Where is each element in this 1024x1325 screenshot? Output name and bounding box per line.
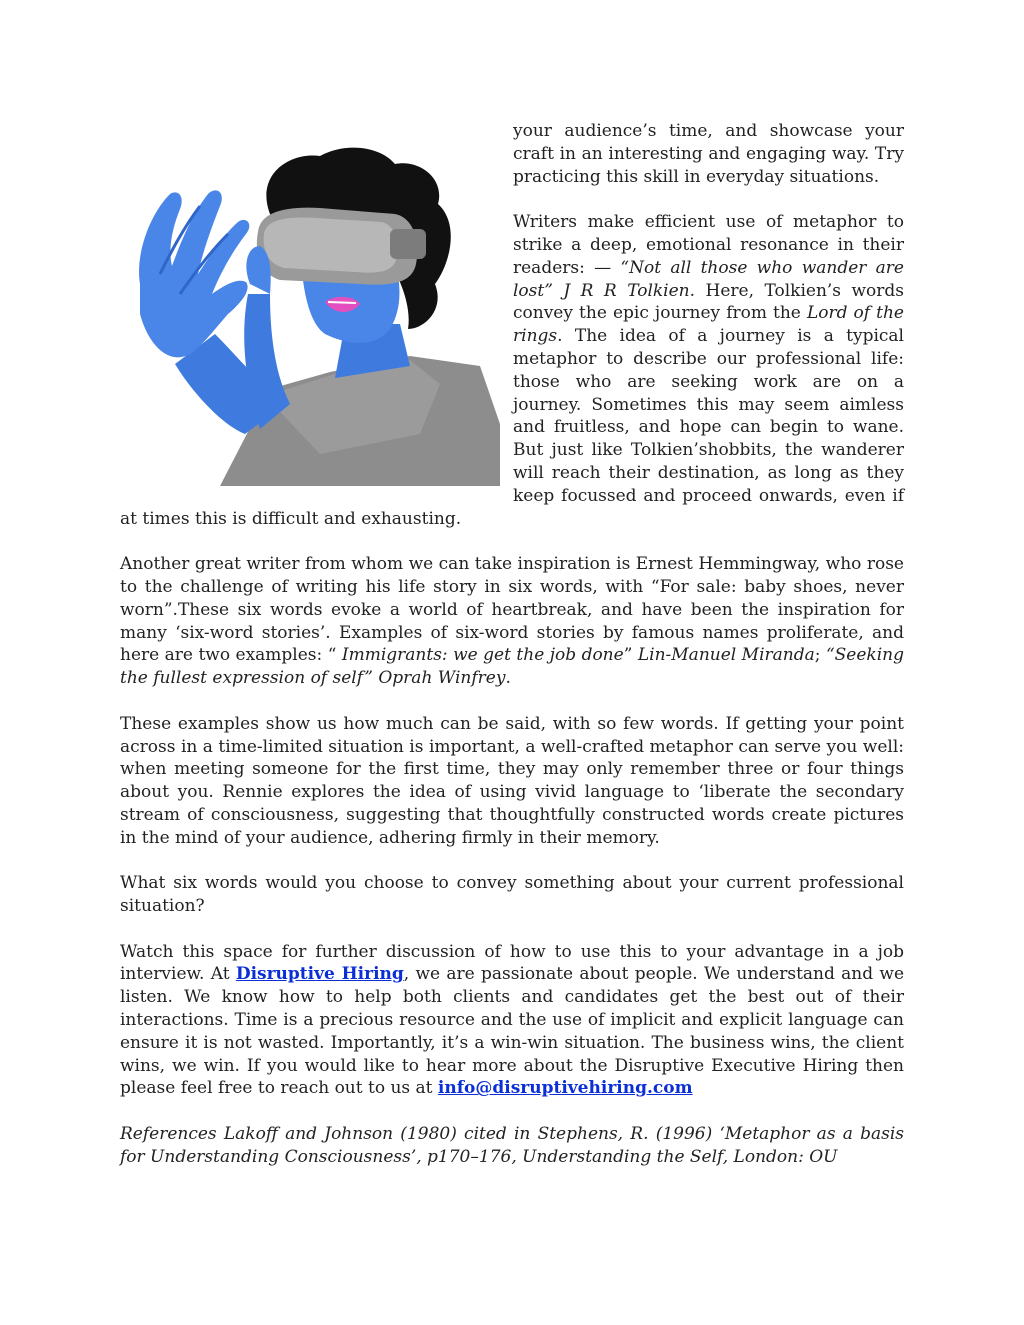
paragraph-text: Watch this space for further discussion of how to use this to your advantage in a job interview. At <box>120 941 904 985</box>
vr-headset-illustration-icon <box>120 134 505 486</box>
paragraph-text: ; <box>814 645 826 666</box>
winfrey-quote: “Seeking the fullest expression of self” Oprah Winfrey <box>120 645 904 689</box>
tolkien-quote: “Not all those who wander are lost” J R R Tolkien. <box>513 257 904 301</box>
book-title: Lord of the rings <box>513 303 904 347</box>
paragraph-text: Another great writer from whom we can take inspiration is Ernest Hemmingway, who rose to the challenge of writing his life story in six words, with “For sale: baby shoes, never worn”.These six words evoke a world of heartbreak, and have been the inspiration for many ‘six-word stories’. Examples of six-word stories by famous names proliferate, and here are two examples: “ <box>120 554 904 666</box>
paragraph-text: . The idea of a journey is a typical metaphor to describe our professional life: those who are seeking work are on a journey. Sometimes this may seem aimless and fruitless, and hope can begin to wane. But just like Tolkien’shobbits, the wanderer will reach their destination, as long as they keep focussed and proceed onwards, even if at times this is difficult and exhausting. <box>120 326 904 529</box>
paragraph-question <box>120 872 904 918</box>
paragraph-text: These examples show us how much can be said, with so few words. If getting your point across in a time-limited situation is important, a well-crafted metaphor can serve you well: when meeting someone for the first time, they may only remember three or four things about you. Rennie explores the idea of using vivid language to ‘liberate the secondary stream of consciousness, suggesting that thoughtfully constructed words create pictures in the mind of your audience, adhering firmly in their memory. <box>120 713 904 848</box>
disruptive-hiring-link[interactable]: Disruptive Hiring <box>235 964 404 985</box>
email-link[interactable]: info@disruptivehiring.com <box>437 1078 693 1099</box>
paragraph-text: , we are passionate about people. We understand and we listen. We know how to help both clients and candidates get the best out of their interactions. Time is a precious resource and the use of implicit and explicit language can ensure it is not wasted. Importantly, it’s a win-win situation. The business wins, the client wins, we win. If you would like to hear more about the Disruptive Executive Hiring then please feel free to reach out to us at <box>120 964 905 1099</box>
paragraph-text: . <box>505 668 511 689</box>
paragraph-hemmingway <box>120 553 904 690</box>
references-text: References Lakoff and Johnson (1980) cited in Stephens, R. (1996) ‘Metaphor as a basis for Understanding Consciousness’, p170–176, Understanding the Self, London: OU <box>120 1124 904 1167</box>
paragraph-text: Writers make efficient use of metaphor to strike a deep, emotional resonance in their readers: — <box>513 212 904 278</box>
paragraph-references <box>120 1123 904 1169</box>
paragraph-text: Here, Tolkien’s words convey the epic journey from the <box>513 280 905 324</box>
paragraph-examples <box>120 713 904 850</box>
document-page <box>120 120 904 1169</box>
paragraph-disruptive-hiring <box>120 941 904 1101</box>
paragraph-text: ” <box>623 645 638 666</box>
paragraph-text: your audience’s time, and showcase your craft in an interesting and engaging way. Try practicing this skill in everyday situations. <box>513 121 904 187</box>
miranda-name: Lin-Manuel Miranda <box>637 645 815 666</box>
paragraph-text: What six words would you choose to convey something about your current professional situation? <box>120 873 904 917</box>
miranda-quote: Immigrants: we get the job done <box>341 645 624 666</box>
